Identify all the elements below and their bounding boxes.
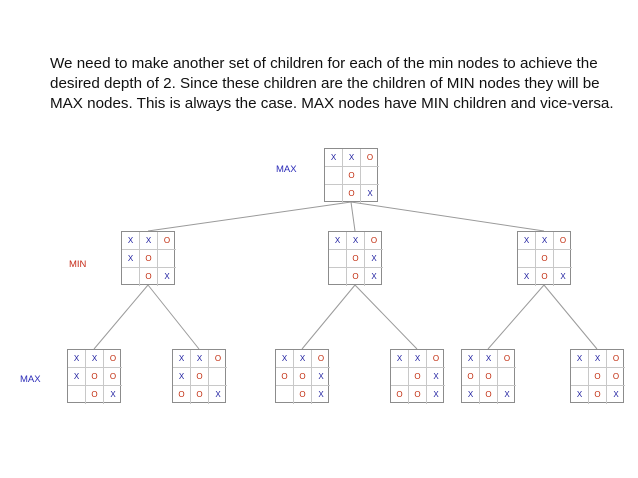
board-cell: O: [347, 268, 365, 286]
board-cell: X: [480, 350, 498, 368]
board-cell: O: [104, 368, 122, 386]
edge-min-to-max: [544, 285, 597, 349]
board-cell: [518, 250, 536, 268]
max-leaf-board: [390, 349, 444, 403]
board-cell: O: [104, 350, 122, 368]
level-label-min: MIN: [69, 259, 87, 270]
paragraph-line-1: We need to make another set of children for each of the min nodes to achieve the: [50, 55, 598, 72]
board-cell: O: [607, 350, 625, 368]
board-cell: X: [571, 350, 589, 368]
board-cell: O: [554, 232, 572, 250]
board-cell: O: [607, 368, 625, 386]
board-cell: [68, 386, 86, 404]
board-cell: X: [110, 390, 116, 399]
board-cell: [276, 386, 294, 404]
level-label-root-max: MAX: [276, 164, 297, 175]
board-cell: [361, 167, 379, 185]
board-cell: O: [209, 350, 227, 368]
min-board: [328, 231, 382, 285]
board-cell: O: [462, 368, 480, 386]
min-board: [121, 231, 175, 285]
edge-min-to-max: [302, 285, 355, 349]
board-cell: X: [68, 368, 86, 386]
board-cell: O: [140, 268, 158, 286]
max-leaf-board: [570, 349, 624, 403]
edge-min-to-max: [488, 285, 544, 349]
board-cell: O: [343, 167, 361, 185]
board-cell: [329, 268, 347, 286]
board-cell: O: [536, 250, 554, 268]
board-cell: X: [191, 350, 209, 368]
board-cell: X: [427, 368, 445, 386]
edge-root-to-min: [351, 202, 355, 231]
board-cell: O: [191, 368, 209, 386]
board-cell: [209, 368, 227, 386]
board-cell: X: [504, 390, 510, 399]
board-cell: X: [613, 390, 619, 399]
max-leaf-board: [172, 349, 226, 403]
board-cell: X: [86, 350, 104, 368]
board-cell: [554, 250, 572, 268]
board-cell: O: [536, 268, 554, 286]
edge-root-to-min: [351, 202, 544, 231]
edge-min-to-max: [94, 285, 148, 349]
board-cell: X: [462, 350, 480, 368]
board-cell: O: [86, 368, 104, 386]
board-cell: X: [518, 268, 536, 286]
board-cell: O: [480, 386, 498, 404]
board-cell: X: [367, 189, 373, 198]
board-cell: O: [191, 386, 209, 404]
board-cell: O: [312, 350, 330, 368]
edge-min-to-max: [148, 285, 199, 349]
board-cell: O: [589, 386, 607, 404]
board-cell: X: [329, 232, 347, 250]
edge-root-to-min: [148, 202, 351, 231]
board-cell: X: [536, 232, 554, 250]
board-cell: O: [276, 368, 294, 386]
board-cell: O: [427, 350, 445, 368]
min-board: [517, 231, 571, 285]
edge-min-to-max: [355, 285, 417, 349]
paragraph-line-3: MAX nodes. This is always the case. MAX nodes have MIN children and vice-versa.: [50, 95, 614, 112]
board-cell: [158, 250, 176, 268]
board-cell: X: [140, 232, 158, 250]
board-cell: [325, 185, 343, 203]
board-cell: X: [173, 350, 191, 368]
board-cell: [122, 268, 140, 286]
root-board: [324, 148, 378, 202]
max-leaf-board: [275, 349, 329, 403]
board-cell: X: [164, 272, 170, 281]
board-cell: X: [173, 368, 191, 386]
max-leaf-board: [67, 349, 121, 403]
board-cell: X: [294, 350, 312, 368]
board-cell: X: [433, 390, 439, 399]
board-cell: X: [409, 350, 427, 368]
board-cell: X: [560, 272, 566, 281]
board-cell: X: [276, 350, 294, 368]
board-cell: X: [518, 232, 536, 250]
paragraph-line-2: desired depth of 2. Since these children are the children of MIN nodes they will be: [50, 75, 600, 92]
board-cell: X: [325, 149, 343, 167]
board-cell: O: [140, 250, 158, 268]
board-cell: O: [343, 185, 361, 203]
level-label-leaf-max: MAX: [20, 374, 41, 385]
board-cell: O: [173, 386, 191, 404]
board-cell: O: [158, 232, 176, 250]
board-cell: X: [347, 232, 365, 250]
board-cell: [391, 368, 409, 386]
board-cell: O: [480, 368, 498, 386]
board-cell: X: [215, 390, 221, 399]
board-cell: O: [365, 232, 383, 250]
board-cell: O: [391, 386, 409, 404]
board-cell: O: [409, 386, 427, 404]
board-cell: X: [318, 390, 324, 399]
board-cell: O: [361, 149, 379, 167]
board-cell: X: [371, 272, 377, 281]
board-cell: X: [122, 250, 140, 268]
max-leaf-board: [461, 349, 515, 403]
board-cell: X: [312, 368, 330, 386]
board-cell: X: [462, 386, 480, 404]
board-cell: X: [571, 386, 589, 404]
board-cell: O: [409, 368, 427, 386]
board-cell: [325, 167, 343, 185]
board-cell: O: [589, 368, 607, 386]
board-cell: [571, 368, 589, 386]
board-cell: X: [365, 250, 383, 268]
board-cell: X: [68, 350, 86, 368]
board-cell: X: [589, 350, 607, 368]
board-cell: X: [391, 350, 409, 368]
board-cell: [329, 250, 347, 268]
board-cell: O: [294, 368, 312, 386]
board-cell: O: [86, 386, 104, 404]
board-cell: X: [343, 149, 361, 167]
board-cell: O: [294, 386, 312, 404]
board-cell: O: [347, 250, 365, 268]
board-cell: X: [122, 232, 140, 250]
board-cell: O: [498, 350, 516, 368]
board-cell: [498, 368, 516, 386]
